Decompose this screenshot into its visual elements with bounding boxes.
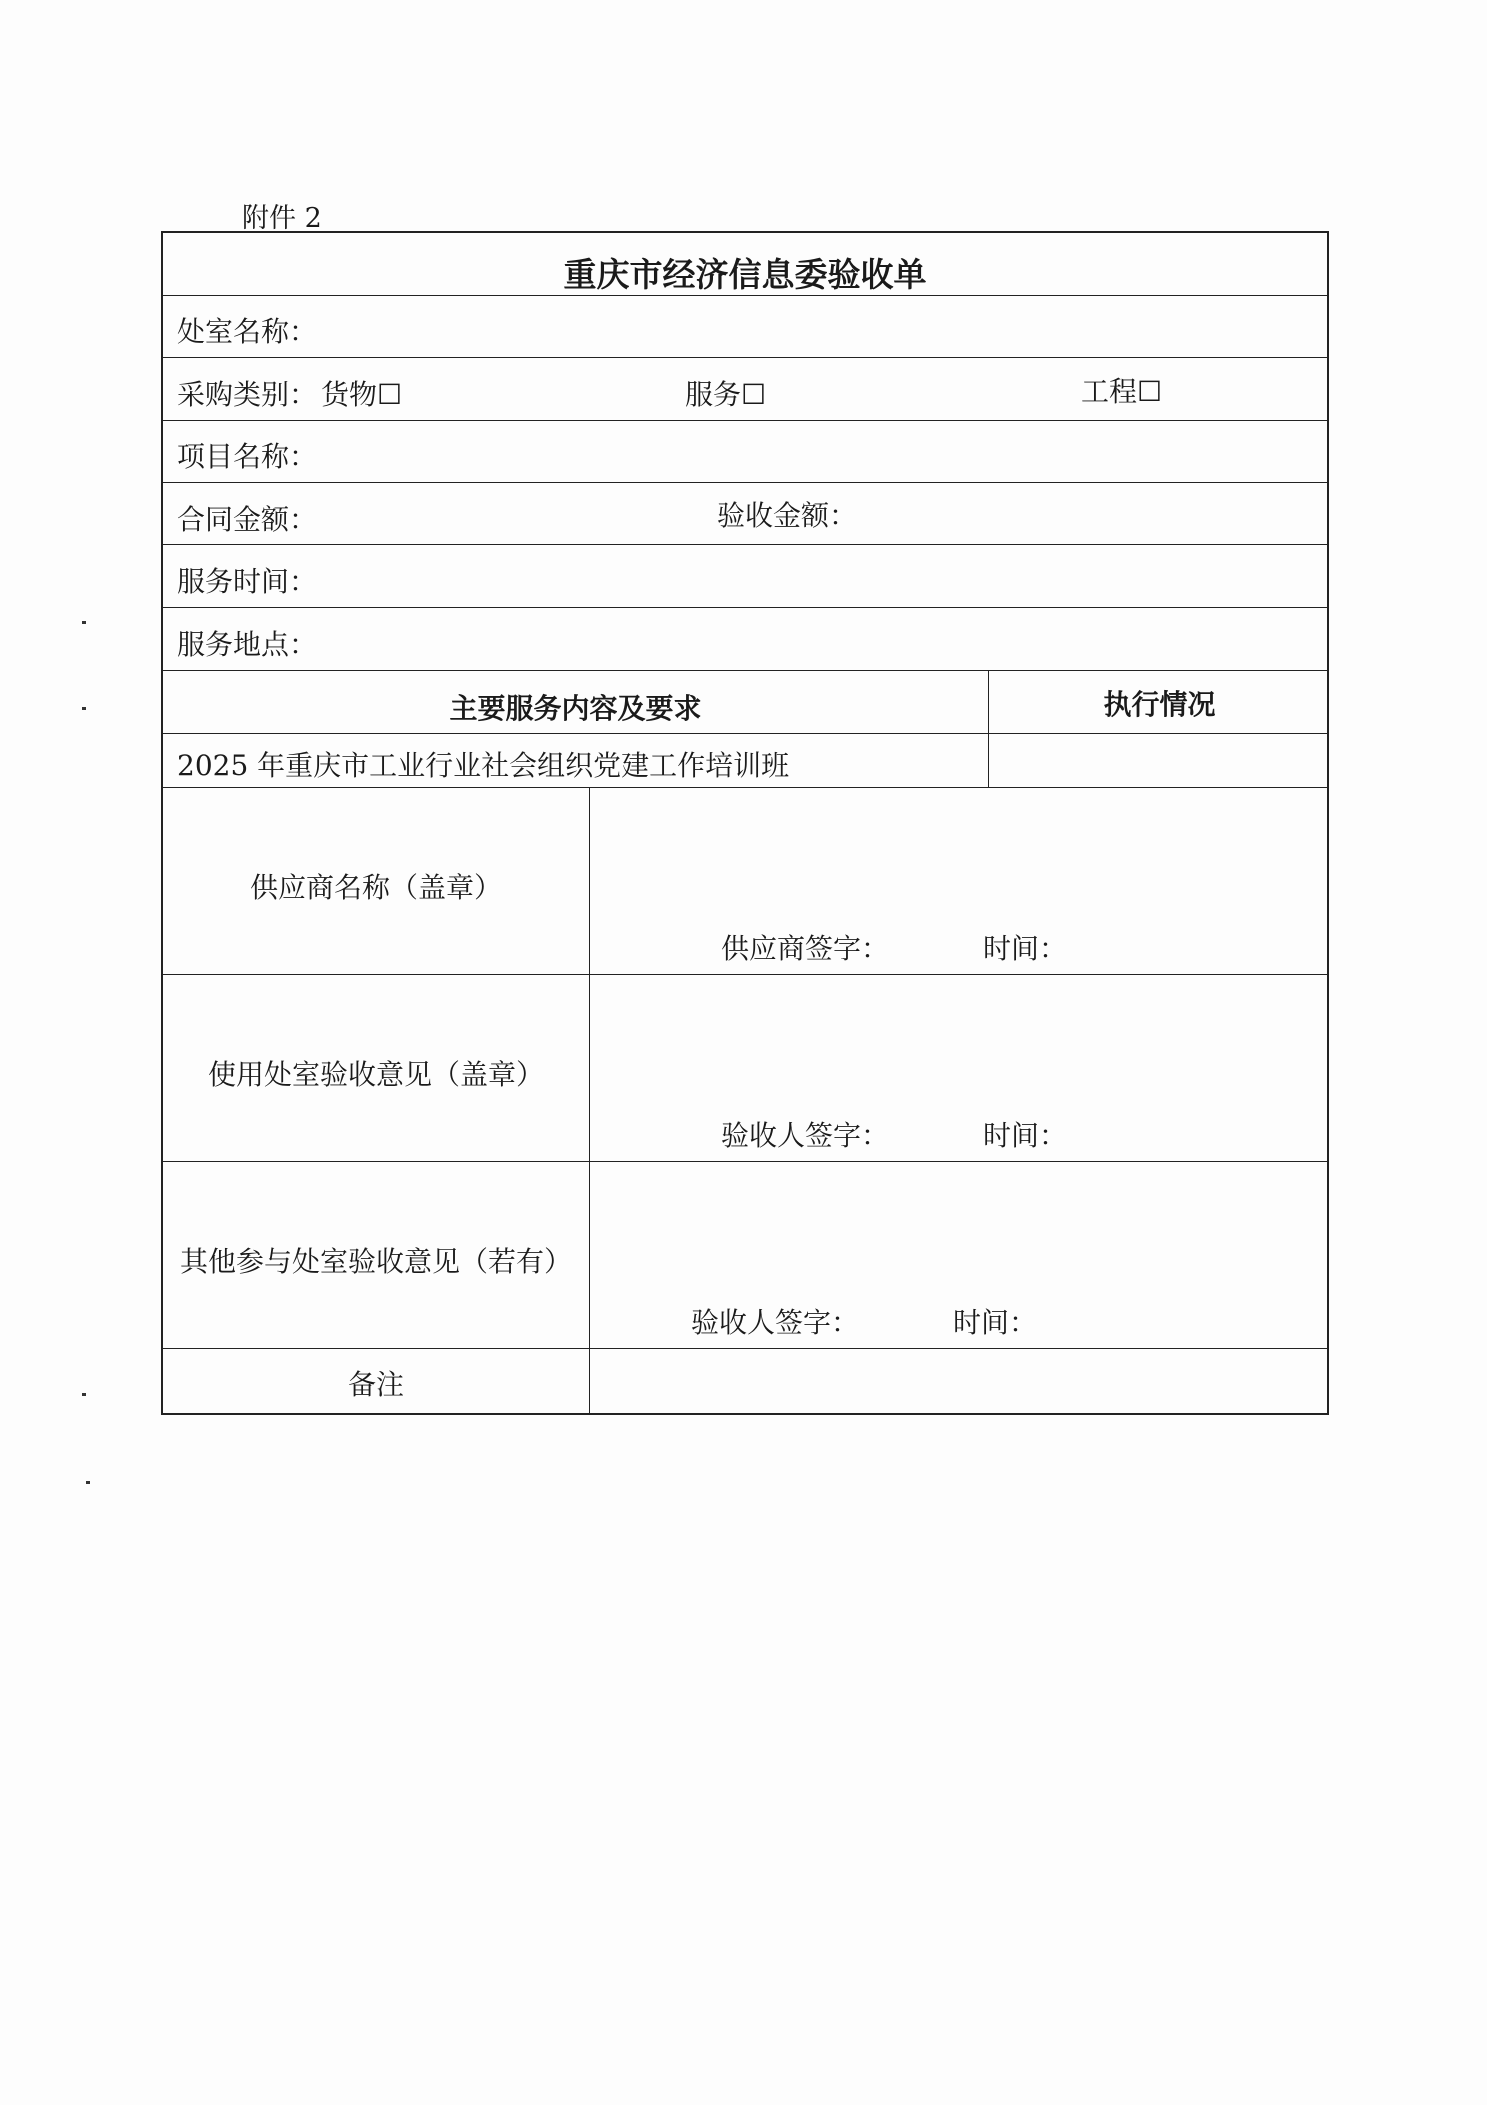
- scan-speck: [86, 1481, 90, 1484]
- status-header: 执行情况: [1103, 688, 1216, 721]
- acceptance-form: [161, 231, 1329, 1415]
- supplier-time-label: 时间：: [983, 932, 1068, 965]
- project-label: 项目名称：: [177, 440, 318, 473]
- form-title-row: [163, 233, 1327, 296]
- user-dept-label: 使用处室验收意见（盖章）: [207, 1058, 544, 1091]
- attachment-label: 附件 2: [242, 203, 322, 234]
- procurement-label: 采购类别：: [177, 378, 318, 411]
- remarks-row: [163, 1349, 1327, 1415]
- other-dept-time-label: 时间：: [953, 1306, 1038, 1339]
- contract-amount-label: 合同金额：: [177, 503, 318, 536]
- other-dept-sign-label: 验收人签字：: [691, 1306, 860, 1339]
- service-checkbox[interactable]: 服务☐: [685, 378, 767, 411]
- scan-speck: [82, 707, 86, 710]
- user-dept-row: [163, 975, 1327, 1162]
- user-dept-time-label: 时间：: [983, 1119, 1068, 1152]
- department-row: [163, 296, 1327, 358]
- remarks-label: 备注: [347, 1368, 404, 1401]
- scan-speck: [82, 621, 86, 624]
- form-title: 重庆市经济信息委验收单: [563, 255, 927, 294]
- content-header: 主要服务内容及要求: [449, 692, 702, 725]
- supplier-row: [163, 788, 1327, 975]
- supplier-sign-label: 供应商签字：: [721, 932, 890, 965]
- service-location-label: 服务地点：: [177, 628, 318, 661]
- scan-speck: [82, 1393, 86, 1396]
- amount-row: [163, 483, 1327, 545]
- content-value: 2025 年重庆市工业行业社会组织党建工作培训班: [177, 749, 790, 782]
- goods-checkbox[interactable]: 货物☐: [321, 378, 403, 411]
- project-row: [163, 421, 1327, 483]
- other-dept-label: 其他参与处室验收意见（若有）: [179, 1245, 572, 1278]
- acceptance-amount-label: 验收金额：: [717, 499, 858, 532]
- procurement-row: [163, 358, 1327, 421]
- service-time-label: 服务时间：: [177, 565, 318, 598]
- supplier-label: 供应商名称（盖章）: [249, 871, 502, 904]
- service-location-row: [163, 608, 1327, 671]
- user-dept-sign-label: 验收人签字：: [721, 1119, 890, 1152]
- department-label: 处室名称：: [177, 315, 318, 348]
- content-header-row: [163, 671, 1327, 734]
- engineering-checkbox[interactable]: 工程☐: [1081, 375, 1163, 408]
- content-value-row: [163, 734, 1327, 788]
- service-time-row: [163, 545, 1327, 608]
- other-dept-row: [163, 1162, 1327, 1349]
